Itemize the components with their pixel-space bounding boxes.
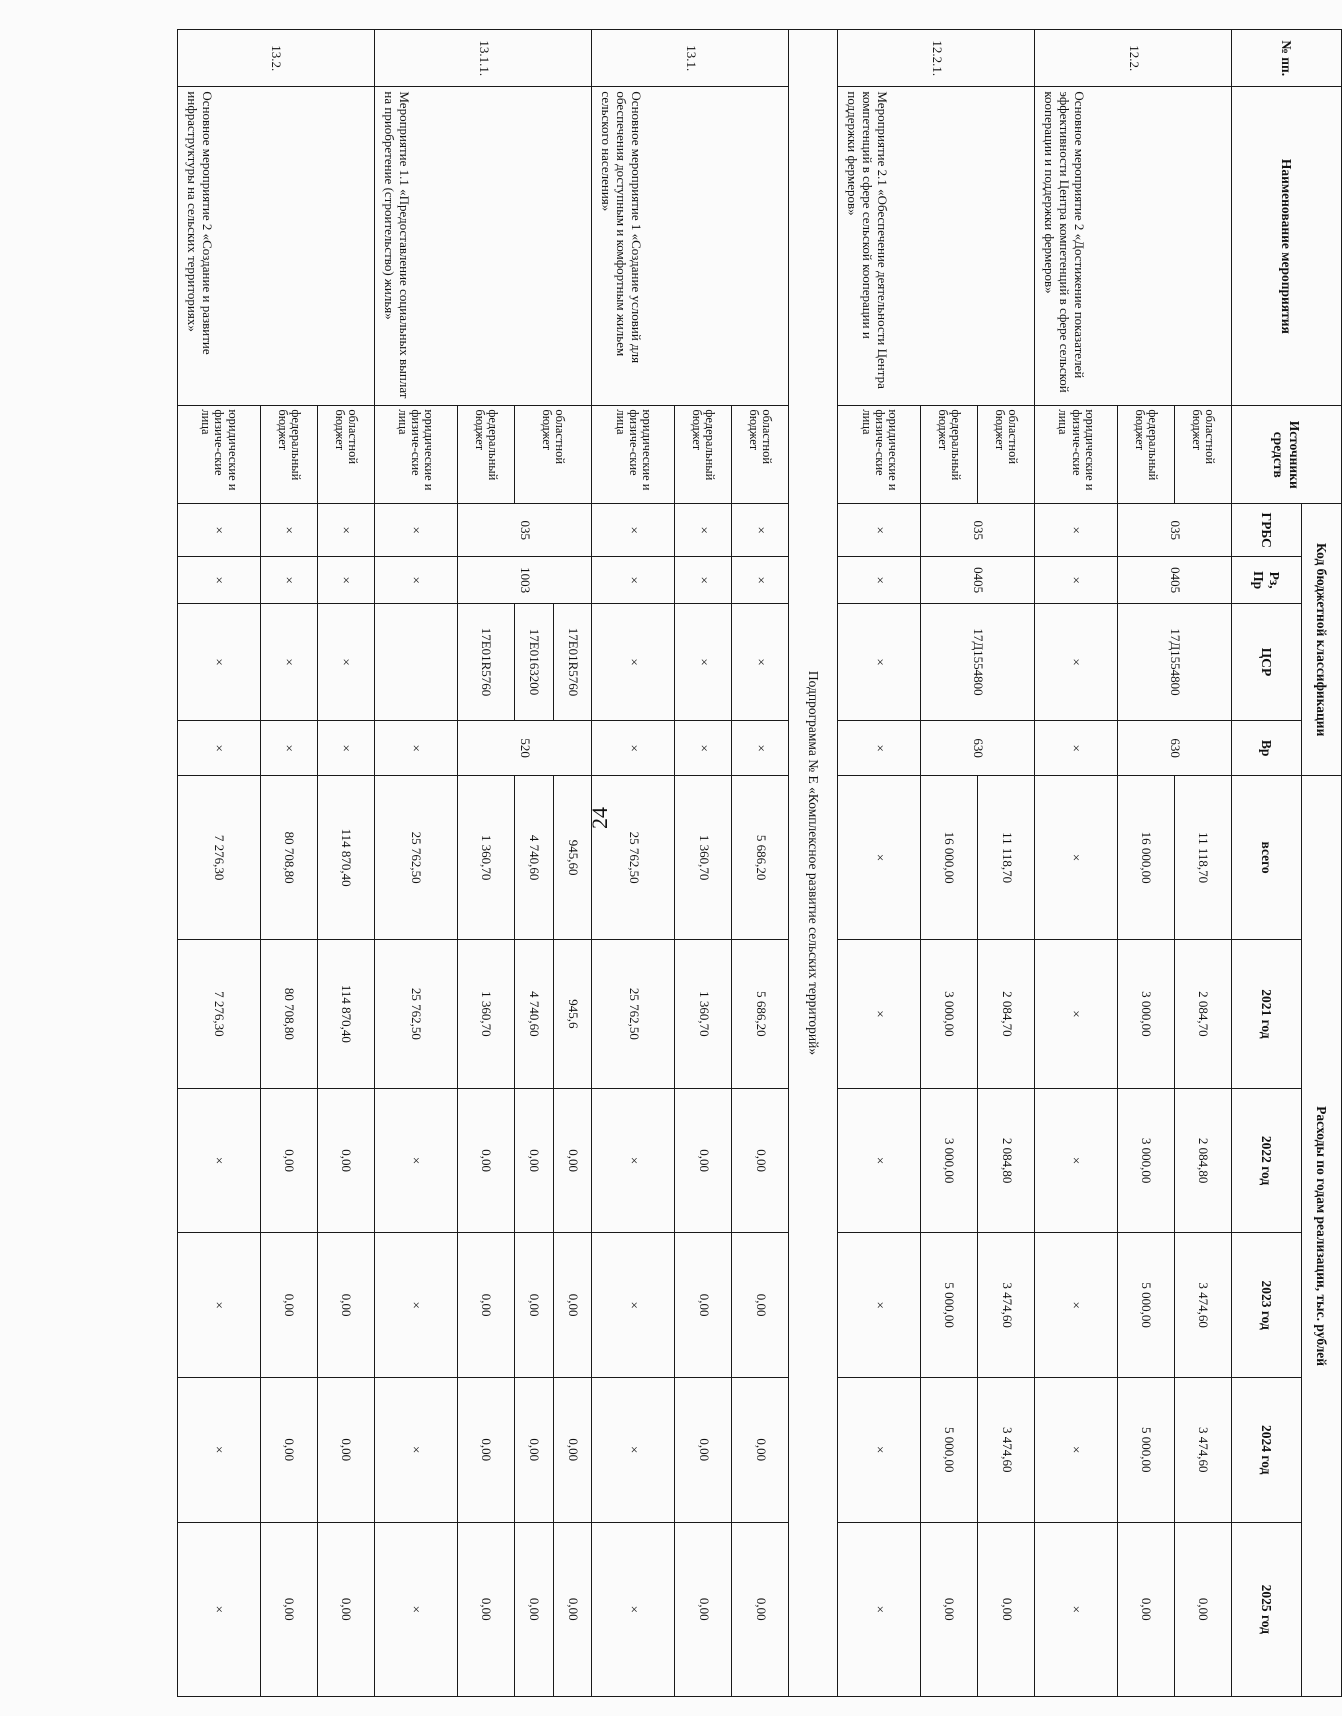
col-num-header: № пп.	[1231, 30, 1341, 87]
value-cell: 11 118,70	[1174, 776, 1231, 940]
x-cell: ×	[675, 604, 732, 721]
value-cell: 0,00	[514, 1088, 553, 1233]
x-cell: ×	[178, 720, 261, 775]
budget-table	[177, 29, 1342, 1697]
value-cell: 25 762,50	[592, 939, 675, 1088]
header-row-1	[1301, 30, 1341, 1697]
value-cell: 0,00	[553, 1088, 592, 1233]
x-cell: ×	[838, 504, 921, 557]
x-cell: ×	[260, 604, 317, 721]
x-cell: ×	[838, 604, 921, 721]
x-cell: ×	[1035, 720, 1118, 775]
value-cell: 3 000,00	[920, 939, 977, 1088]
col-rzpr-header: Рз, Пр	[1231, 557, 1301, 604]
x-cell: ×	[317, 504, 374, 557]
value-cell: 4 740,60	[514, 776, 553, 940]
x-cell: ×	[178, 604, 261, 721]
value-cell: 2 084,80	[978, 1088, 1035, 1233]
x-cell: ×	[178, 504, 261, 557]
value-cell: 0,00	[732, 1377, 789, 1522]
value-cell: 7 276,30	[178, 939, 261, 1088]
x-cell: ×	[374, 1522, 457, 1696]
x-cell: ×	[374, 504, 457, 557]
table-row	[553, 30, 592, 1697]
x-cell: ×	[838, 1233, 921, 1378]
vr-cell: 520	[457, 720, 592, 775]
x-cell: ×	[838, 1522, 921, 1696]
value-cell: 0,00	[260, 1233, 317, 1378]
x-cell: ×	[1035, 776, 1118, 940]
x-cell: ×	[1035, 557, 1118, 604]
x-cell: ×	[374, 720, 457, 775]
x-cell: ×	[178, 1377, 261, 1522]
budget-code-header: Код бюджетной классификации	[1301, 504, 1341, 776]
activity-name: Основное мероприятие 2 «Достижение показателей эффективности Центра компетенций в сфере сельской кооперации и поддержки фермеров»	[1035, 87, 1232, 406]
value-cell: 945,60	[553, 776, 592, 940]
page-number: 24	[587, 807, 612, 829]
source-legal: юридические и физиче-ские лица	[374, 406, 457, 504]
value-cell: 5 000,00	[920, 1377, 977, 1522]
value-cell: 2 084,80	[1174, 1088, 1231, 1233]
value-cell: 0,00	[553, 1522, 592, 1696]
table-row	[732, 30, 789, 1697]
x-cell: ×	[1035, 504, 1118, 557]
value-cell: 945,6	[553, 939, 592, 1088]
subprogram-title: Подпрограмма № Е «Комплексное развитие сельских территорий»	[789, 30, 838, 1697]
rzpr-cell: 0405	[1117, 557, 1231, 604]
value-cell: 0,00	[1117, 1522, 1174, 1696]
value-cell: 1 360,70	[675, 776, 732, 940]
csr-empty-cell	[374, 604, 457, 721]
value-cell: 0,00	[317, 1377, 374, 1522]
source-legal: юридические и физиче-ские лица	[1035, 406, 1118, 504]
activity-name: Мероприятие 2.1 «Обеспечение деятельности Центра компетенций в сфере сельской кооперации и поддержки фермеров»	[838, 87, 1035, 406]
x-cell: ×	[838, 720, 921, 775]
value-cell: 3 000,00	[1117, 939, 1174, 1088]
value-cell: 25 762,50	[374, 939, 457, 1088]
value-cell: 5 686,20	[732, 776, 789, 940]
grbs-cell: 035	[1117, 504, 1231, 557]
source-regional: областной бюджет	[732, 406, 789, 504]
value-cell: 3 474,60	[978, 1377, 1035, 1522]
row-number: 13.1.1.	[374, 30, 592, 87]
value-cell: 0,00	[457, 1377, 514, 1522]
subprogram-row	[789, 30, 838, 1697]
source-legal: юридические и физиче-ские лица	[592, 406, 675, 504]
x-cell: ×	[592, 1522, 675, 1696]
x-cell: ×	[317, 720, 374, 775]
csr-cell: 17Д1554800	[920, 604, 1034, 721]
x-cell: ×	[260, 720, 317, 775]
col-2023-header: 2023 год	[1231, 1233, 1301, 1378]
value-cell: 0,00	[260, 1377, 317, 1522]
csr-cell: 17Д1554800	[1117, 604, 1231, 721]
value-cell: 0,00	[675, 1233, 732, 1378]
value-cell: 25 762,50	[592, 776, 675, 940]
value-cell: 80 708,80	[260, 776, 317, 940]
value-cell: 3 000,00	[1117, 1088, 1174, 1233]
value-cell: 0,00	[732, 1088, 789, 1233]
value-cell: 0,00	[675, 1377, 732, 1522]
x-cell: ×	[178, 1088, 261, 1233]
source-regional: областной бюджет	[1174, 406, 1231, 504]
csr-cell: 17Е0163200	[514, 604, 553, 721]
source-federal: федеральный бюджет	[675, 406, 732, 504]
value-cell: 0,00	[553, 1233, 592, 1378]
x-cell: ×	[732, 604, 789, 721]
col-sources-header: Источники средств	[1231, 406, 1341, 504]
x-cell: ×	[260, 504, 317, 557]
x-cell: ×	[675, 720, 732, 775]
value-cell: 0,00	[457, 1233, 514, 1378]
x-cell: ×	[178, 1233, 261, 1378]
col-total-header: всего	[1231, 776, 1301, 940]
value-cell: 11 118,70	[978, 776, 1035, 940]
rzpr-cell: 0405	[920, 557, 1034, 604]
x-cell: ×	[592, 720, 675, 775]
csr-cell: 17Е01R5760	[457, 604, 514, 721]
csr-cell: 17Е01R5760	[553, 604, 592, 721]
grbs-cell: 035	[457, 504, 592, 557]
col-vr-header: Вр	[1231, 720, 1301, 775]
source-legal: юридические и физиче-ские лица	[178, 406, 261, 504]
x-cell: ×	[732, 720, 789, 775]
col-2021-header: 2021 год	[1231, 939, 1301, 1088]
value-cell: 2 084,70	[978, 939, 1035, 1088]
value-cell: 0,00	[317, 1088, 374, 1233]
value-cell: 5 000,00	[920, 1233, 977, 1378]
x-cell: ×	[374, 557, 457, 604]
row-number: 13.2.	[178, 30, 375, 87]
x-cell: ×	[838, 939, 921, 1088]
source-regional: областной бюджет	[978, 406, 1035, 504]
value-cell: 5 000,00	[1117, 1377, 1174, 1522]
value-cell: 0,00	[732, 1522, 789, 1696]
x-cell: ×	[592, 1377, 675, 1522]
value-cell: 3 474,60	[1174, 1377, 1231, 1522]
x-cell: ×	[732, 557, 789, 604]
value-cell: 0,00	[675, 1522, 732, 1696]
x-cell: ×	[374, 1088, 457, 1233]
activity-name: Основное мероприятие 2 «Создание и развитие инфраструктуры на сельских территориях»	[178, 87, 375, 406]
col-2022-header: 2022 год	[1231, 1088, 1301, 1233]
x-cell: ×	[838, 1377, 921, 1522]
value-cell: 0,00	[732, 1233, 789, 1378]
x-cell: ×	[1035, 1377, 1118, 1522]
value-cell: 0,00	[920, 1522, 977, 1696]
value-cell: 0,00	[457, 1088, 514, 1233]
vr-cell: 630	[1117, 720, 1231, 775]
value-cell: 0,00	[553, 1377, 592, 1522]
col-2025-header: 2025 год	[1231, 1522, 1301, 1696]
value-cell: 0,00	[260, 1088, 317, 1233]
row-number: 12.2.1.	[838, 30, 1035, 87]
value-cell: 5 000,00	[1117, 1233, 1174, 1378]
value-cell: 80 708,80	[260, 939, 317, 1088]
value-cell: 1 360,70	[457, 776, 514, 940]
x-cell: ×	[1035, 1088, 1118, 1233]
value-cell: 0,00	[514, 1233, 553, 1378]
x-cell: ×	[592, 557, 675, 604]
x-cell: ×	[592, 504, 675, 557]
row-number: 13.1.	[592, 30, 789, 87]
source-federal: федеральный бюджет	[920, 406, 977, 504]
grbs-cell: 035	[920, 504, 1034, 557]
activity-name: Мероприятие 1.1 «Предоставление социальных выплат на приобретение (строительство) жилья»	[374, 87, 592, 406]
x-cell: ×	[374, 1233, 457, 1378]
rzpr-cell: 1003	[457, 557, 592, 604]
value-cell: 5 686,20	[732, 939, 789, 1088]
table-row	[317, 30, 374, 1697]
x-cell: ×	[317, 604, 374, 721]
x-cell: ×	[592, 604, 675, 721]
value-cell: 0,00	[514, 1377, 553, 1522]
x-cell: ×	[838, 1088, 921, 1233]
value-cell: 3 474,60	[1174, 1233, 1231, 1378]
col-2024-header: 2024 год	[1231, 1377, 1301, 1522]
x-cell: ×	[1035, 604, 1118, 721]
x-cell: ×	[675, 504, 732, 557]
value-cell: 1 360,70	[675, 939, 732, 1088]
value-cell: 0,00	[317, 1233, 374, 1378]
value-cell: 114 870,40	[317, 776, 374, 940]
source-federal: федеральный бюджет	[457, 406, 514, 504]
value-cell: 1 360,70	[457, 939, 514, 1088]
value-cell: 0,00	[978, 1522, 1035, 1696]
x-cell: ×	[178, 557, 261, 604]
value-cell: 114 870,40	[317, 939, 374, 1088]
x-cell: ×	[592, 1233, 675, 1378]
rotated-table-wrapper	[177, 29, 1342, 1697]
activity-name: Основное мероприятие 1 «Создание условий для обеспечения доступным и комфортным жильем сельского населения»	[592, 87, 789, 406]
row-number: 12.2.	[1035, 30, 1232, 87]
col-csr-header: ЦСР	[1231, 604, 1301, 721]
value-cell: 0,00	[260, 1522, 317, 1696]
x-cell: ×	[1035, 1522, 1118, 1696]
table-row	[978, 30, 1035, 1697]
source-regional: областной бюджет	[514, 406, 592, 504]
col-grbs-header: ГРБС	[1231, 504, 1301, 557]
value-cell: 0,00	[514, 1522, 553, 1696]
x-cell: ×	[675, 557, 732, 604]
x-cell: ×	[178, 1522, 261, 1696]
x-cell: ×	[732, 504, 789, 557]
value-cell: 3 474,60	[978, 1233, 1035, 1378]
value-cell: 4 740,60	[514, 939, 553, 1088]
x-cell: ×	[838, 557, 921, 604]
value-cell: 7 276,30	[178, 776, 261, 940]
table-row	[1174, 30, 1231, 1697]
x-cell: ×	[374, 1377, 457, 1522]
x-cell: ×	[592, 1088, 675, 1233]
value-cell: 16 000,00	[1117, 776, 1174, 940]
value-cell: 0,00	[1174, 1522, 1231, 1696]
value-cell: 3 000,00	[920, 1088, 977, 1233]
value-cell: 16 000,00	[920, 776, 977, 940]
value-cell: 0,00	[317, 1522, 374, 1696]
x-cell: ×	[317, 557, 374, 604]
x-cell: ×	[260, 557, 317, 604]
expenses-header: Расходы по годам реализации, тыс. рублей	[1301, 776, 1341, 1697]
vr-cell: 630	[920, 720, 1034, 775]
col-name-header: Наименование мероприятия	[1231, 87, 1341, 406]
value-cell: 0,00	[457, 1522, 514, 1696]
x-cell: ×	[1035, 939, 1118, 1088]
x-cell: ×	[1035, 1233, 1118, 1378]
source-federal: федеральный бюджет	[1117, 406, 1174, 504]
value-cell: 2 084,70	[1174, 939, 1231, 1088]
value-cell: 25 762,50	[374, 776, 457, 940]
x-cell: ×	[838, 776, 921, 940]
value-cell: 0,00	[675, 1088, 732, 1233]
source-regional: областной бюджет	[317, 406, 374, 504]
source-legal: юридические и физиче-ские лица	[838, 406, 921, 504]
source-federal: федеральный бюджет	[260, 406, 317, 504]
